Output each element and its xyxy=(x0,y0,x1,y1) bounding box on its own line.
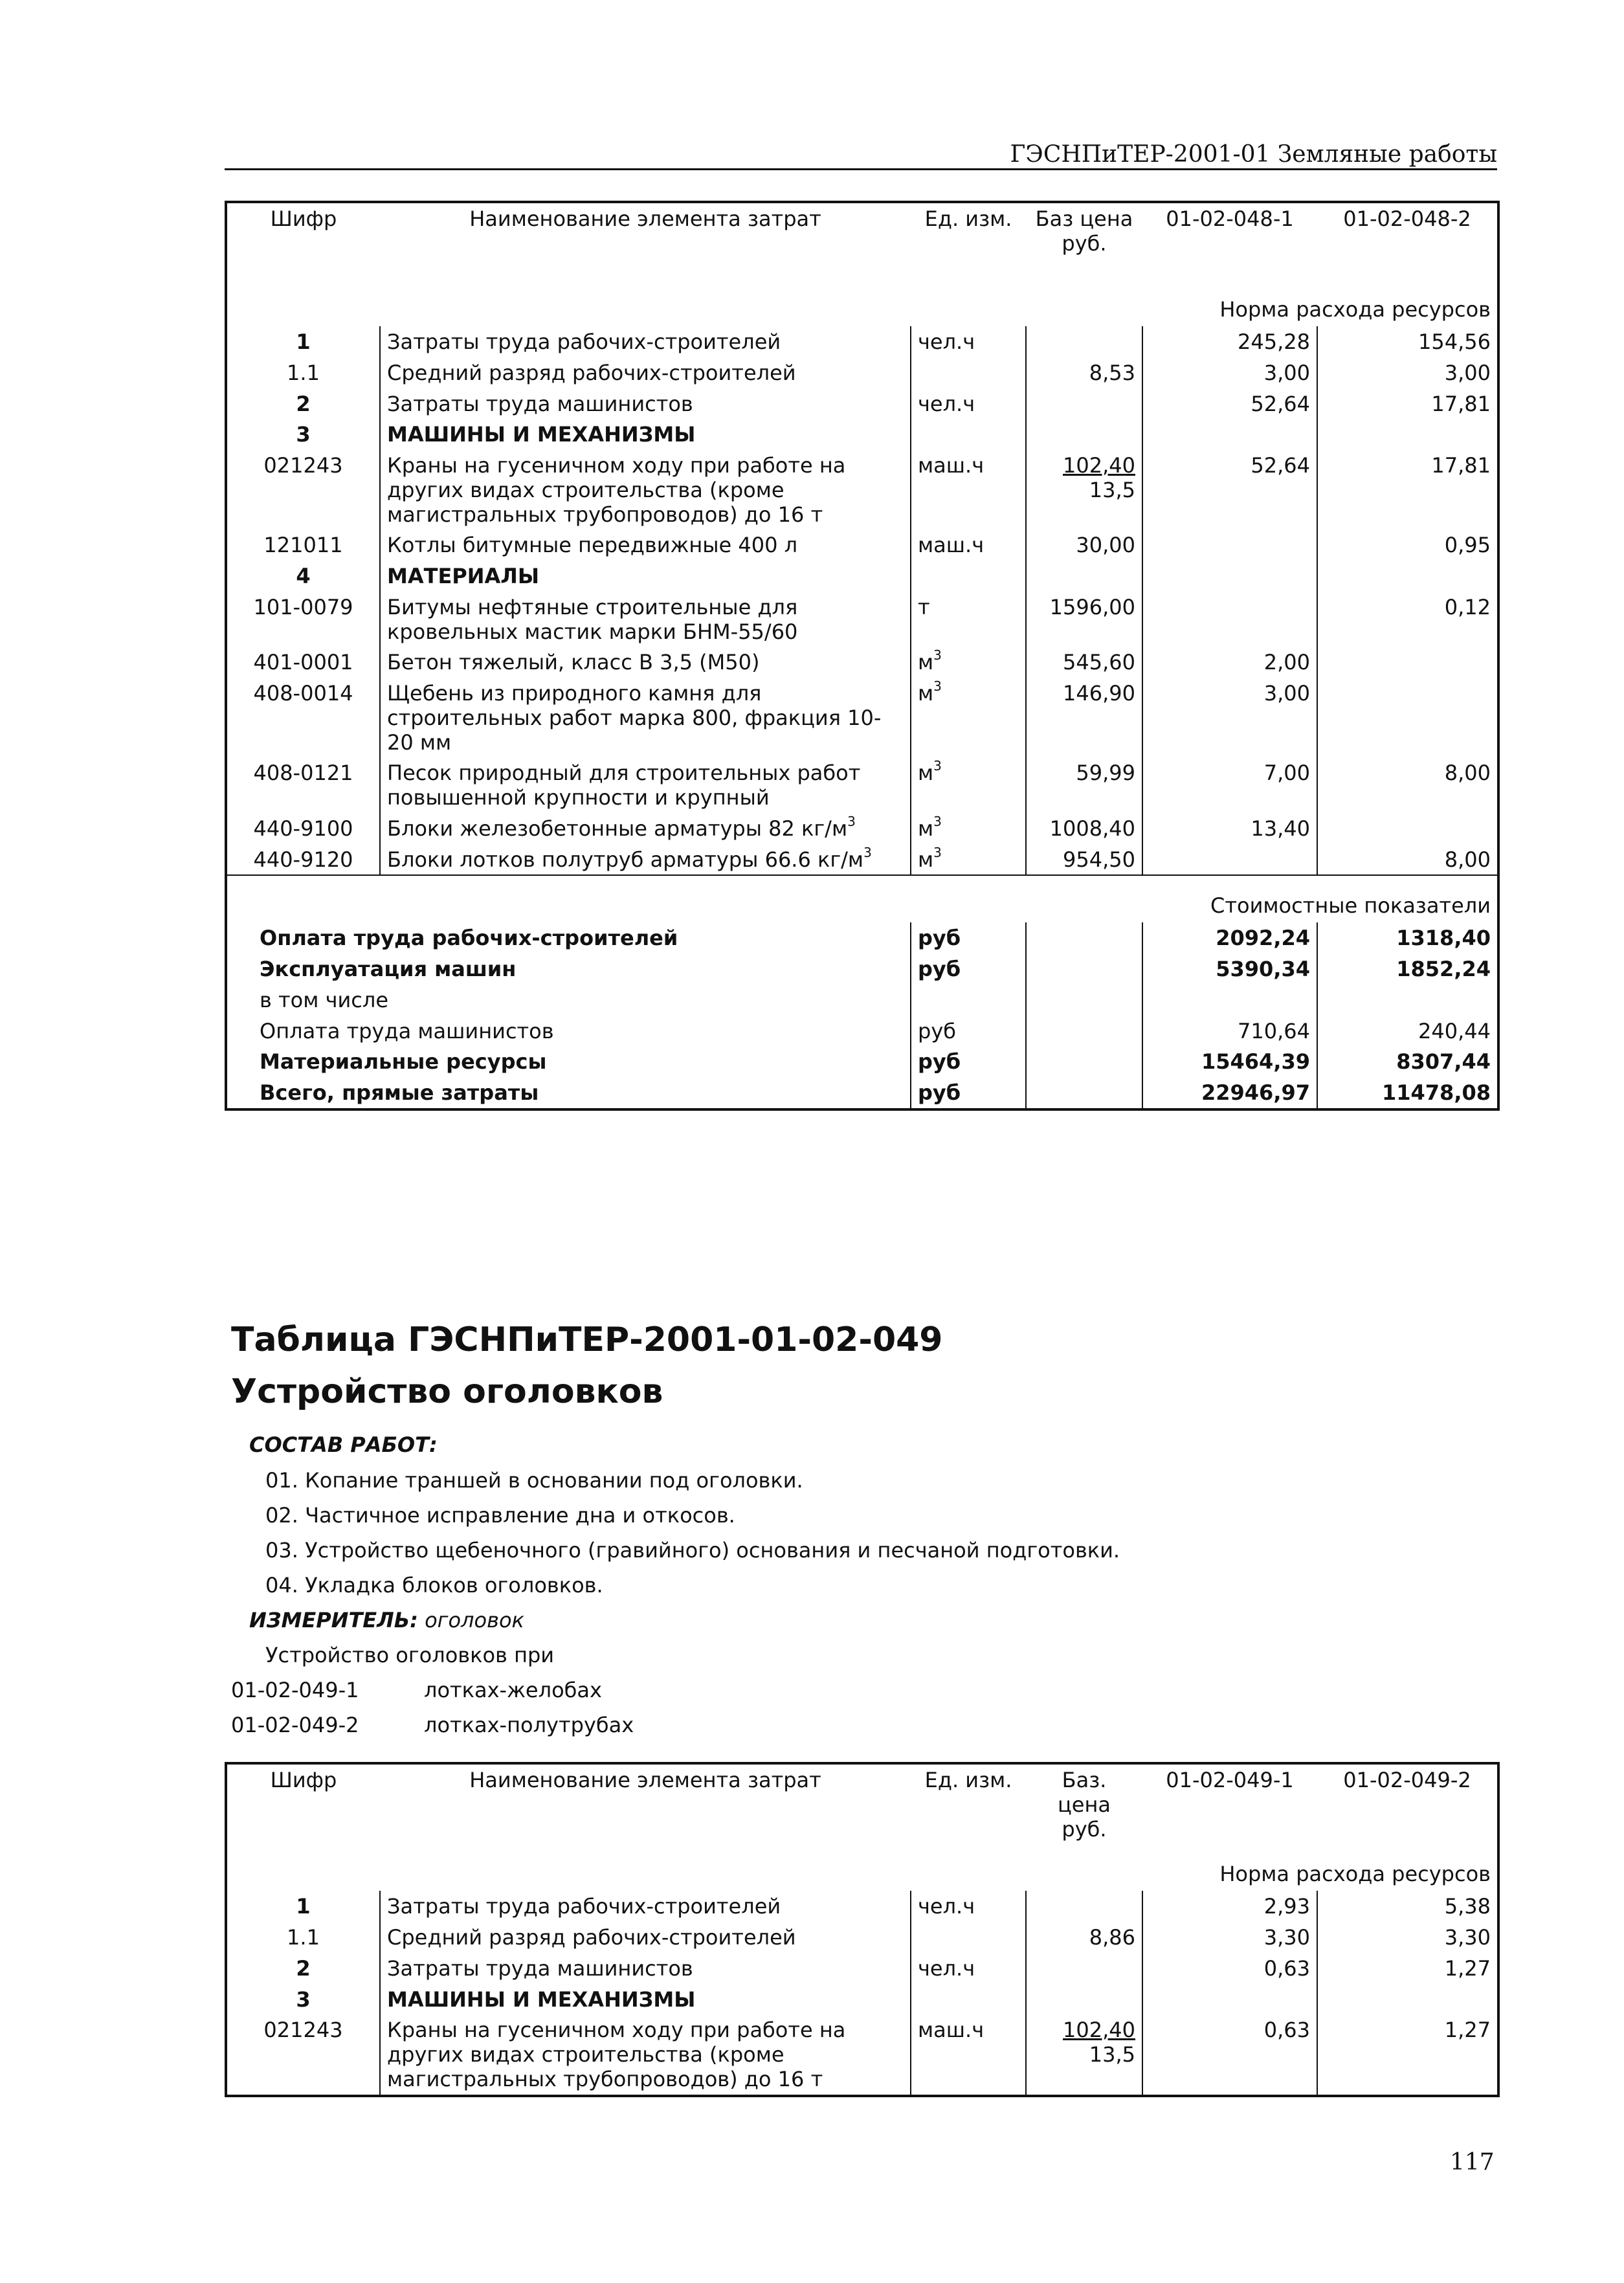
work-item: 01. Копание траншей в основании под оголовки. xyxy=(265,1468,803,1493)
row-code: 408-0121 xyxy=(253,761,353,786)
row-unit xyxy=(911,561,1026,592)
works-label: СОСТАВ РАБОТ: xyxy=(249,1432,438,1457)
work-item: 04. Укладка блоков оголовков. xyxy=(265,1573,603,1598)
row-value-1: 7,00 xyxy=(1142,757,1317,813)
row-name: Битумы нефтяные строительные для кровельных мастик марки БНМ-55/60 xyxy=(380,592,911,647)
row-price xyxy=(1026,326,1142,357)
row-name-cell xyxy=(380,844,911,876)
row-code: 3 xyxy=(296,422,311,447)
table-row xyxy=(226,678,1498,757)
table-row xyxy=(226,388,1498,419)
row-price: 954,50 xyxy=(1026,844,1142,876)
unit-exponent: 3 xyxy=(933,844,942,860)
cost-table-049 xyxy=(225,1762,1500,2097)
row-unit xyxy=(911,419,1026,450)
row-value-2: 8,00 xyxy=(1444,847,1491,872)
row-name: Затраты труда рабочих-строителей xyxy=(380,1891,911,1922)
row-value-1: 13,40 xyxy=(1142,813,1317,844)
col-header-name: Наименование элемента затрат xyxy=(469,206,821,231)
col-header-unit: Ед. изм. xyxy=(924,1768,1012,1792)
row-price: 1008,40 xyxy=(1026,813,1142,844)
row-value-2: 8,00 xyxy=(1444,761,1491,786)
unit-exponent: 3 xyxy=(847,813,856,829)
meter-label: ИЗМЕРИТЕЛЬ: xyxy=(249,1608,418,1632)
summary-value-1: 22946,97 xyxy=(1142,1077,1317,1109)
summary-label: Эксплуатация машин xyxy=(260,957,517,981)
table-row xyxy=(226,1891,1498,1922)
row-name: Песок природный для строительных работ повышенной крупности и крупный xyxy=(380,757,911,813)
variant-code: 01-02-049-1 xyxy=(231,1678,359,1702)
row-price: 1596,00 xyxy=(1026,592,1142,647)
row-code: 2 xyxy=(296,1955,311,1981)
table-row xyxy=(226,592,1498,647)
cost-table-048 xyxy=(225,201,1500,1111)
row-code: 101-0079 xyxy=(253,594,353,619)
row-name: Щебень из природного камня для строительных работ марка 800, фракция 10-20 мм xyxy=(380,678,911,757)
row-unit xyxy=(911,1922,1026,1953)
summary-unit: руб xyxy=(911,953,1026,985)
unit-exponent: 3 xyxy=(933,758,942,774)
col-header-name: Наименование элемента затрат xyxy=(469,1768,821,1792)
summary-value-2: 240,44 xyxy=(1418,1018,1491,1043)
section-title: Таблица ГЭСНПиТЕР-2001-01-02-049 xyxy=(231,1320,943,1359)
summary-row xyxy=(226,953,1498,985)
summary-value-1: 710,64 xyxy=(1142,1016,1317,1047)
table-row xyxy=(226,1953,1498,1984)
row-unit: м xyxy=(918,681,934,706)
row-value-1 xyxy=(1142,561,1317,592)
table-row xyxy=(226,326,1498,357)
row-price: 8,86 xyxy=(1026,1922,1142,1953)
row-price xyxy=(1026,388,1142,419)
row-price: 146,90 xyxy=(1026,678,1142,757)
row-unit-cell xyxy=(911,813,1026,844)
variant-code: 01-02-049-2 xyxy=(231,1713,359,1737)
table-row xyxy=(226,450,1498,529)
row-name: Средний разряд рабочих-строителей xyxy=(380,1922,911,1953)
table-row xyxy=(226,844,1498,876)
summary-empty xyxy=(1026,1016,1142,1047)
summary-value-2: 1318,40 xyxy=(1396,926,1491,951)
row-code: 021243 xyxy=(263,453,343,478)
summary-empty xyxy=(1026,922,1142,953)
row-price: 30,00 xyxy=(1026,529,1142,561)
col-header-code: Шифр xyxy=(270,206,337,231)
row-value-2: 0,12 xyxy=(1444,594,1491,619)
row-value-1 xyxy=(1142,1984,1317,2015)
row-value-1: 3,00 xyxy=(1142,678,1317,757)
table-row xyxy=(226,813,1498,844)
row-value-2: 17,81 xyxy=(1431,391,1491,416)
table-row xyxy=(226,357,1498,388)
row-value-2: 3,30 xyxy=(1444,1925,1491,1950)
row-code: 401-0001 xyxy=(253,650,353,675)
row-code: 121011 xyxy=(263,533,343,558)
row-name: Затраты труда машинистов xyxy=(380,388,911,419)
row-code: 3 xyxy=(296,1987,311,2012)
col-header-unit: Ед. изм. xyxy=(924,206,1012,231)
row-code: 1.1 xyxy=(287,360,320,385)
col-header-norm-2: 01-02-049-2 xyxy=(1343,1768,1471,1792)
row-code: 4 xyxy=(296,564,311,588)
col-header-code: Шифр xyxy=(270,1768,337,1792)
row-value-1 xyxy=(1142,844,1317,876)
row-price: 102,40 xyxy=(1063,453,1135,478)
row-value-1 xyxy=(1142,419,1317,450)
row-price: 8,53 xyxy=(1026,357,1142,388)
row-code: 2 xyxy=(296,391,311,416)
col-header-norm-1: 01-02-049-1 xyxy=(1166,1768,1294,1792)
row-value-2 xyxy=(1317,678,1498,757)
row-value-1: 2,93 xyxy=(1142,1891,1317,1922)
row-name: Бетон тяжелый, класс В 3,5 (М50) xyxy=(380,647,911,678)
summary-value-1 xyxy=(1142,985,1317,1016)
col-header-norm-1: 01-02-048-1 xyxy=(1166,206,1294,231)
row-unit-cell xyxy=(911,678,1026,757)
row-price xyxy=(1026,419,1142,450)
row-unit: чел.ч xyxy=(918,391,975,416)
summary-empty xyxy=(1026,985,1142,1016)
row-price xyxy=(1026,1953,1142,1984)
unit-exponent: 3 xyxy=(933,813,942,829)
row-name: Затраты труда машинистов xyxy=(380,1953,911,1984)
row-unit: маш.ч xyxy=(918,2018,984,2043)
unit-exponent: 3 xyxy=(863,844,872,860)
row-name: МАШИНЫ И МЕХАНИЗМЫ xyxy=(380,419,911,450)
row-unit: т xyxy=(918,594,930,619)
summary-unit xyxy=(911,985,1026,1016)
norm-label: Норма расхода ресурсов xyxy=(1219,1862,1491,1887)
row-name: Котлы битумные передвижные 400 л xyxy=(380,529,911,561)
row-price-cell xyxy=(1026,450,1142,529)
summary-value-1: 15464,39 xyxy=(1142,1046,1317,1077)
row-name: Краны на гусеничном ходу при работе на других видах строительства (кроме магистральных трубопроводов) до 16 т xyxy=(380,2014,911,2095)
row-price: 102,40 xyxy=(1063,2018,1135,2043)
table-row xyxy=(226,757,1498,813)
row-unit: маш.ч xyxy=(918,453,984,478)
row-value-1: 245,28 xyxy=(1142,326,1317,357)
table-row xyxy=(226,2014,1498,2095)
row-value-2 xyxy=(1317,1984,1498,2015)
row-unit xyxy=(911,357,1026,388)
summary-unit: руб xyxy=(911,1016,1026,1047)
table-row xyxy=(226,419,1498,450)
meter-value: оголовок xyxy=(425,1608,524,1632)
row-unit: м xyxy=(918,650,934,675)
variants-intro: Устройство оголовков при xyxy=(265,1643,555,1667)
row-code: 440-9100 xyxy=(253,816,353,841)
section-subtitle: Устройство оголовков xyxy=(231,1372,663,1411)
row-price-cell xyxy=(1026,2014,1142,2095)
summary-unit: руб xyxy=(911,922,1026,953)
work-item: 02. Частичное исправление дна и откосов. xyxy=(265,1503,735,1528)
row-price xyxy=(1026,1891,1142,1922)
summary-label: Оплата труда машинистов xyxy=(260,1018,554,1043)
cost-label: Стоимостные показатели xyxy=(1210,893,1491,919)
row-unit: маш.ч xyxy=(918,533,984,558)
row-name: Блоки железобетонные арматуры 82 кг/м xyxy=(387,816,848,841)
meter-line xyxy=(249,1608,524,1632)
summary-value-2: 1852,24 xyxy=(1396,957,1491,981)
row-unit: чел.ч xyxy=(918,1955,975,1981)
row-price-secondary: 13,5 xyxy=(1089,477,1135,502)
row-unit-cell xyxy=(911,647,1026,678)
row-code: 1 xyxy=(296,1894,311,1919)
running-header xyxy=(225,136,1497,170)
norm-label-row xyxy=(226,294,1498,326)
row-value-1 xyxy=(1142,592,1317,647)
row-value-1: 2,00 xyxy=(1142,647,1317,678)
row-value-2: 0,95 xyxy=(1444,533,1491,558)
row-price: 545,60 xyxy=(1026,647,1142,678)
table-row xyxy=(226,1922,1498,1953)
summary-row xyxy=(226,1016,1498,1047)
row-value-1: 52,64 xyxy=(1142,450,1317,529)
summary-row xyxy=(226,922,1498,953)
norm-label: Норма расхода ресурсов xyxy=(1219,297,1491,322)
row-value-2: 1,27 xyxy=(1444,1955,1491,1981)
row-value-2 xyxy=(1317,419,1498,450)
row-value-1 xyxy=(1142,529,1317,561)
summary-row xyxy=(226,1046,1498,1077)
row-name: МАШИНЫ И МЕХАНИЗМЫ xyxy=(380,1984,911,2015)
row-value-2: 17,81 xyxy=(1431,453,1491,478)
row-value-2 xyxy=(1317,647,1498,678)
row-name: Средний разряд рабочих-строителей xyxy=(380,357,911,388)
row-value-1: 0,63 xyxy=(1142,2014,1317,2095)
row-unit: чел.ч xyxy=(918,1894,975,1919)
table-header-row xyxy=(226,202,1498,280)
work-item: 03. Устройство щебеночного (гравийного) основания и песчаной подготовки. xyxy=(265,1538,1120,1563)
row-price xyxy=(1026,1984,1142,2015)
row-value-2: 1,27 xyxy=(1444,2018,1491,2043)
variant-text: лотках-желобах xyxy=(424,1678,602,1702)
table-row xyxy=(226,529,1498,561)
table-row xyxy=(226,561,1498,592)
row-value-1: 3,00 xyxy=(1142,357,1317,388)
row-unit: чел.ч xyxy=(918,329,975,354)
row-unit xyxy=(911,1984,1026,2015)
row-code: 408-0014 xyxy=(253,681,353,706)
summary-empty xyxy=(1026,953,1142,985)
unit-exponent: 3 xyxy=(933,678,942,694)
col-header-price: Баз цена руб. xyxy=(1035,206,1133,256)
row-unit: м xyxy=(918,816,934,841)
row-price-secondary: 13,5 xyxy=(1089,2042,1135,2067)
row-value-1: 0,63 xyxy=(1142,1953,1317,1984)
cost-label-row xyxy=(226,890,1498,922)
row-code: 1.1 xyxy=(287,1925,320,1950)
table-header-row xyxy=(226,1763,1498,1844)
row-name: Блоки лотков полутруб арматуры 66.6 кг/м xyxy=(387,847,864,872)
row-value-2: 3,00 xyxy=(1444,360,1491,385)
summary-value-1: 5390,34 xyxy=(1142,953,1317,985)
col-header-norm-2: 01-02-048-2 xyxy=(1343,206,1471,231)
summary-empty xyxy=(1026,1046,1142,1077)
unit-exponent: 3 xyxy=(933,647,942,663)
summary-label: Оплата труда рабочих-строителей xyxy=(260,926,678,951)
row-price xyxy=(1026,561,1142,592)
row-unit: м xyxy=(918,847,934,872)
table-row xyxy=(226,647,1498,678)
table-row xyxy=(226,1984,1498,2015)
norm-label-row xyxy=(226,1858,1498,1891)
row-value-2 xyxy=(1317,561,1498,592)
running-title: ГЭСНПиТЕР-2001-01 Земляные работы xyxy=(1010,141,1497,168)
row-code: 440-9120 xyxy=(253,847,353,872)
row-name: МАТЕРИАЛЫ xyxy=(380,561,911,592)
summary-value-1: 2092,24 xyxy=(1142,922,1317,953)
summary-value-2: 11478,08 xyxy=(1381,1080,1491,1105)
page-number: 117 xyxy=(1450,2149,1495,2176)
summary-label: Всего, прямые затраты xyxy=(260,1080,539,1105)
row-unit-cell xyxy=(911,844,1026,876)
summary-label: в том числе xyxy=(260,987,388,1012)
summary-unit: руб xyxy=(911,1077,1026,1109)
row-value-1: 3,30 xyxy=(1142,1922,1317,1953)
summary-empty xyxy=(1026,1077,1142,1109)
row-price: 59,99 xyxy=(1026,757,1142,813)
row-name: Затраты труда рабочих-строителей xyxy=(380,326,911,357)
summary-unit: руб xyxy=(911,1046,1026,1077)
row-code: 1 xyxy=(296,329,311,354)
row-value-2: 154,56 xyxy=(1418,329,1491,354)
variant-text: лотках-полутрубах xyxy=(424,1713,634,1737)
summary-row xyxy=(226,985,1498,1016)
summary-label: Материальные ресурсы xyxy=(260,1049,547,1075)
summary-row xyxy=(226,1077,1498,1109)
row-value-1: 52,64 xyxy=(1142,388,1317,419)
row-value-2 xyxy=(1317,813,1498,844)
col-header-price: Баз. цена руб. xyxy=(1058,1768,1111,1842)
row-name-cell xyxy=(380,813,911,844)
row-unit: м xyxy=(918,761,934,786)
row-name: Краны на гусеничном ходу при работе на других видах строительства (кроме магистральных трубопроводов) до 16 т xyxy=(380,450,911,529)
summary-value-2: 8307,44 xyxy=(1396,1049,1491,1075)
row-value-2: 5,38 xyxy=(1444,1894,1491,1919)
summary-value-2 xyxy=(1317,985,1498,1016)
row-unit-cell xyxy=(911,757,1026,813)
row-code: 021243 xyxy=(263,2018,343,2043)
